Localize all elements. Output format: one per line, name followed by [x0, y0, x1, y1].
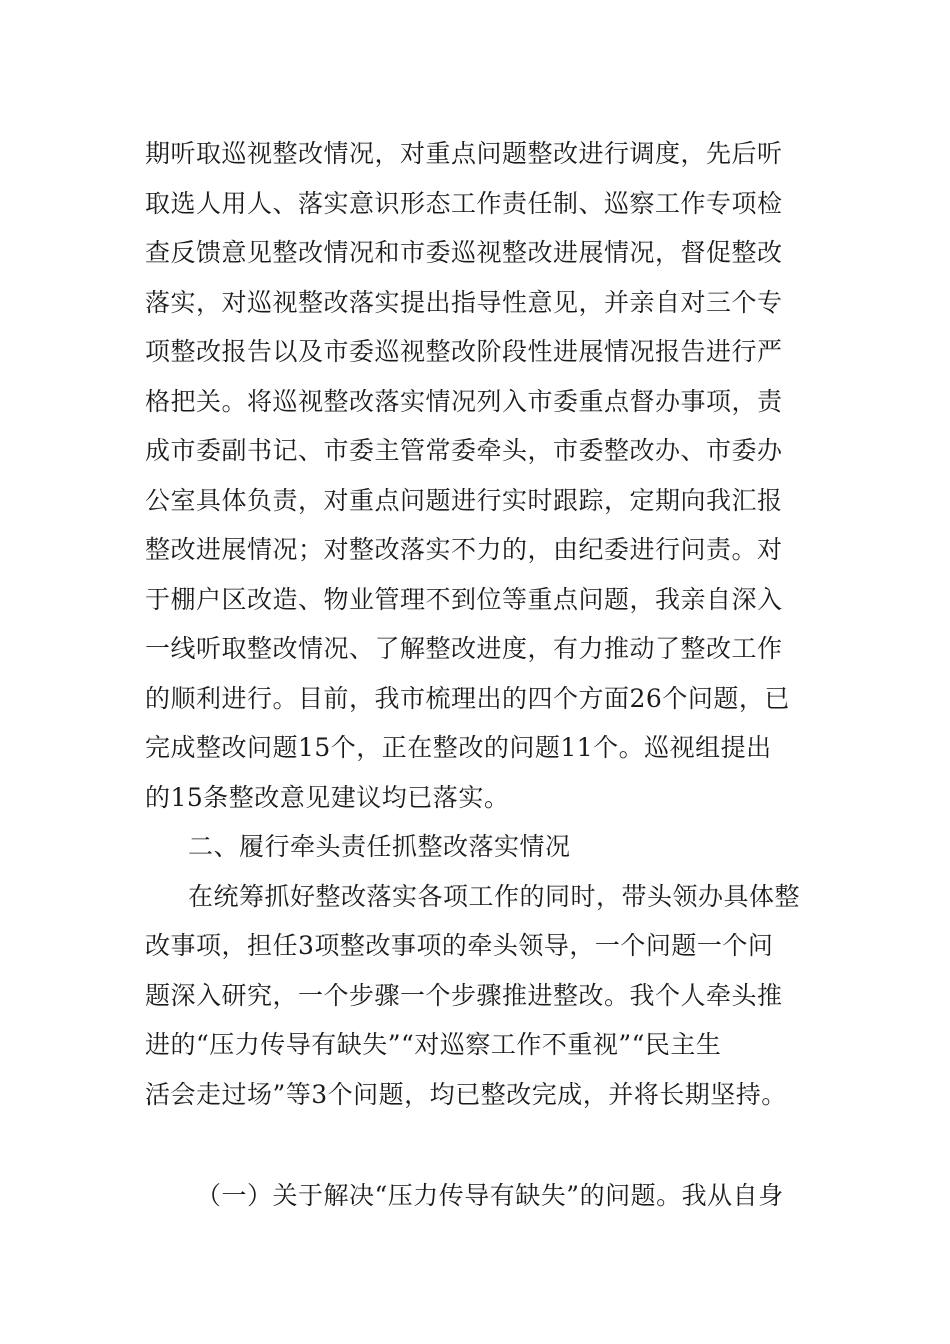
- text-line: 题深入研究，一个步骤一个步骤推进整改。我个人牵头推: [145, 981, 783, 1010]
- text-line: 的顺利进行。目前，我市梳理出的四个方面26个问题，已: [145, 684, 790, 713]
- text-line: 活会走过场”等3个问题，均已整改完成，并将长期坚持。: [145, 1080, 787, 1109]
- text-line: 进的“压力传导有缺失”“对巡察工作不重视”“民主生: [145, 1030, 722, 1059]
- text-line: 于棚户区改造、物业管理不到位等重点问题，我亲自深入: [145, 585, 783, 614]
- text-line: 完成整改问题15个，正在整改的问题11个。巡视组提出: [145, 733, 772, 762]
- text-line: 期听取巡视整改情况，对重点问题整改进行调度，先后听: [145, 139, 783, 168]
- text-line: 成市委副书记、市委主管常委牵头，市委整改办、市委办: [145, 436, 783, 465]
- text-line: 的15条整改意见建议均已落实。: [145, 783, 510, 812]
- text-line: 一线听取整改情况、了解整改进度，有力推动了整改工作: [145, 634, 783, 663]
- text-line: 取选人用人、落实意识形态工作责任制、巡察工作专项检: [145, 189, 783, 218]
- subsection-heading: （一）关于解决“压力传导有缺失”的问题。我从自身: [196, 1181, 784, 1210]
- paragraph-first-line: 在统筹抓好整改落实各项工作的同时，带头领办具体整: [188, 882, 801, 911]
- text-line: 项整改报告以及市委巡视整改阶段性进展情况报告进行严: [145, 337, 783, 366]
- text-line: 查反馈意见整改情况和市委巡视整改进展情况，督促整改: [145, 238, 783, 267]
- text-line: 改事项，担任3项整改事项的牵头领导，一个问题一个问: [145, 931, 774, 960]
- text-line: 公室具体负责，对重点问题进行实时跟踪，定期向我汇报: [145, 486, 783, 515]
- section-heading: 二、履行牵头责任抓整改落实情况: [188, 832, 571, 861]
- text-line: 落实，对巡视整改落实提出指导性意见，并亲自对三个专: [145, 288, 783, 317]
- text-line: 整改进展情况；对整改落实不力的，由纪委进行问责。对: [145, 535, 783, 564]
- text-line: 格把关。将巡视整改落实情况列入市委重点督办事项，责: [145, 387, 783, 416]
